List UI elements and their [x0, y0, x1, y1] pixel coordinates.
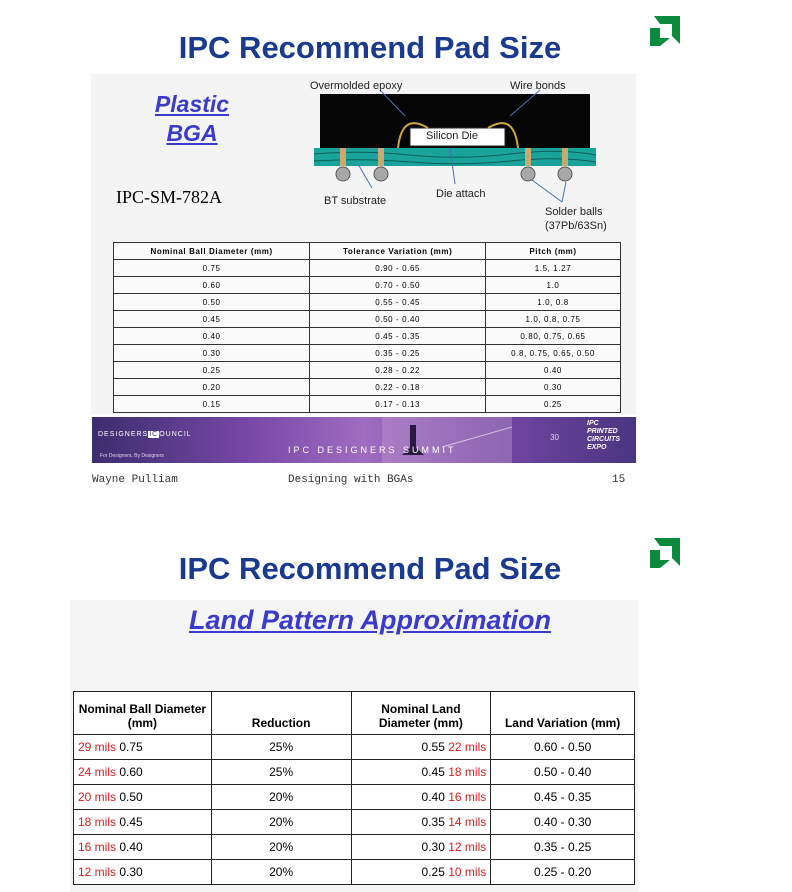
- solder-ball: [558, 167, 572, 181]
- table-row: [114, 379, 621, 396]
- ball-mm: 0.60: [119, 765, 143, 779]
- land-diameter-cell: [351, 760, 491, 785]
- land-pattern-table: [73, 691, 635, 885]
- table-cell: 0.25: [114, 362, 310, 379]
- land-diameter-cell: [351, 835, 491, 860]
- slide2-subtitle: Land Pattern Approximation: [188, 605, 552, 635]
- banner-number: 30: [550, 433, 559, 442]
- slide1-title: IPC Recommend Pad Size: [178, 30, 562, 65]
- subtitle-bga: BGA: [166, 120, 218, 146]
- label-solder-balls: Solder balls: [545, 206, 603, 218]
- reduction-cell: 20%: [211, 810, 351, 835]
- ball-mils: 16 mils: [78, 840, 117, 854]
- amd-logo-icon: [646, 536, 682, 570]
- table-cell: 0.45: [114, 311, 310, 328]
- label-silicon-die: Silicon Die: [426, 130, 478, 142]
- label-bt-substrate: BT substrate: [324, 195, 387, 207]
- council-right: OUNCIL: [159, 431, 192, 438]
- via: [562, 148, 568, 166]
- land-variation-cell: 0.40 - 0.30: [491, 810, 635, 835]
- table-row: [114, 311, 621, 328]
- footer-page-number: 15: [612, 474, 626, 486]
- via: [378, 148, 384, 166]
- label-wire-bonds: Wire bonds: [510, 80, 566, 92]
- table-row: [114, 345, 621, 362]
- col-header-land-diameter: Nominal Land Diameter (mm): [351, 692, 491, 735]
- table-row: [114, 362, 621, 379]
- table-cell: 0.17 - 0.13: [310, 396, 486, 413]
- table-cell: 1.0, 0.8: [486, 294, 621, 311]
- table-cell: 0.50: [114, 294, 310, 311]
- land-mm: 0.45: [421, 765, 445, 779]
- land-diameter-cell: [351, 785, 491, 810]
- ball-mm: 0.45: [119, 815, 143, 829]
- land-mils: 10 mils: [448, 865, 487, 879]
- amd-logo-icon: [646, 14, 682, 48]
- table-header-row: [114, 243, 621, 260]
- subtitle-plastic: Plastic: [154, 91, 230, 117]
- land-diameter-cell: [351, 735, 491, 760]
- ball-mils: 29 mils: [78, 740, 117, 754]
- table-cell: 0.35 - 0.25: [310, 345, 486, 362]
- reduction-cell: 25%: [211, 760, 351, 785]
- land-mm: 0.25: [421, 865, 445, 879]
- land-variation-cell: 0.50 - 0.40: [491, 760, 635, 785]
- table-row: [74, 735, 635, 760]
- slide2-title: IPC Recommend Pad Size: [178, 551, 562, 586]
- ball-mils: 18 mils: [78, 815, 117, 829]
- label-overmolded-epoxy: Overmolded epoxy: [310, 80, 403, 92]
- solder-ball: [336, 167, 350, 181]
- table-cell: 0.45 - 0.35: [310, 328, 486, 345]
- land-mm: 0.35: [421, 815, 445, 829]
- ball-mils: 20 mils: [78, 790, 117, 804]
- ipc-designers-summit-banner: [92, 417, 636, 463]
- land-mils: 18 mils: [448, 765, 487, 779]
- land-mm: 0.40: [421, 790, 445, 804]
- table-cell: 0.25: [486, 396, 621, 413]
- table-cell: 1.0: [486, 277, 621, 294]
- council-left: DESIGNERS: [98, 431, 149, 438]
- table-cell: 0.22 - 0.18: [310, 379, 486, 396]
- table-row: [74, 810, 635, 835]
- table-cell: 0.60: [114, 277, 310, 294]
- spec-label: IPC-SM-782A: [116, 187, 223, 207]
- solder-ball: [374, 167, 388, 181]
- table-cell: 0.90 - 0.65: [310, 260, 486, 277]
- ball-mm: 0.30: [119, 865, 143, 879]
- ball-diameter-table: [113, 242, 621, 413]
- table-cell: 0.28 - 0.22: [310, 362, 486, 379]
- table-cell: 0.70 - 0.50: [310, 277, 486, 294]
- table-cell: 1.0, 0.8, 0.75: [486, 311, 621, 328]
- ball-diameter-cell: [74, 835, 212, 860]
- table-row: [74, 785, 635, 810]
- footer-topic: Designing with BGAs: [288, 474, 414, 486]
- table-row: [114, 328, 621, 345]
- table-cell: 1.5, 1.27: [486, 260, 621, 277]
- table-cell: 0.30: [114, 345, 310, 362]
- ball-diameter-cell: [74, 810, 212, 835]
- land-variation-cell: 0.25 - 0.20: [491, 860, 635, 885]
- table-cell: 0.80, 0.75, 0.65: [486, 328, 621, 345]
- table-row: [74, 835, 635, 860]
- reduction-cell: 20%: [211, 785, 351, 810]
- land-mils: 22 mils: [448, 740, 487, 754]
- table-cell: 0.50 - 0.40: [310, 311, 486, 328]
- council-tagline: For Designers, By Designers: [100, 453, 164, 459]
- via: [340, 148, 346, 166]
- ball-mils: 12 mils: [78, 865, 117, 879]
- table-cell: 0.15: [114, 396, 310, 413]
- land-diameter-cell: [351, 860, 491, 885]
- via: [525, 148, 531, 166]
- col-header-ball-diameter: Nominal Ball Diameter (mm): [74, 692, 212, 735]
- ball-diameter-cell: [74, 860, 212, 885]
- table-cell: 0.20: [114, 379, 310, 396]
- table-header-row: [74, 692, 635, 735]
- land-mm: 0.30: [421, 840, 445, 854]
- table-cell: 0.8, 0.75, 0.65, 0.50: [486, 345, 621, 362]
- ball-diameter-cell: [74, 735, 212, 760]
- ball-mm: 0.40: [119, 840, 143, 854]
- land-mils: 14 mils: [448, 815, 487, 829]
- table-cell: 0.75: [114, 260, 310, 277]
- ball-mm: 0.50: [119, 790, 143, 804]
- col-header-tolerance: Tolerance Variation (mm): [310, 243, 486, 260]
- land-variation-cell: 0.35 - 0.25: [491, 835, 635, 860]
- summit-label: IPC DESIGNERS SUMMIT: [288, 445, 457, 455]
- solder-ball: [521, 167, 535, 181]
- ball-diameter-cell: [74, 785, 212, 810]
- printed-circuits-expo-logo: IPC PRINTED CIRCUITS EXPO: [587, 420, 621, 451]
- ball-diameter-cell: [74, 760, 212, 785]
- table-row: [114, 396, 621, 413]
- ball-mils: 24 mils: [78, 765, 117, 779]
- reduction-cell: 25%: [211, 735, 351, 760]
- table-row: [114, 260, 621, 277]
- footer-author: Wayne Pulliam: [92, 474, 178, 486]
- land-variation-cell: 0.45 - 0.35: [491, 785, 635, 810]
- table-row: [114, 277, 621, 294]
- reduction-cell: 20%: [211, 860, 351, 885]
- label-die-attach: Die attach: [436, 188, 486, 200]
- land-variation-cell: 0.60 - 0.50: [491, 735, 635, 760]
- land-mils: 16 mils: [448, 790, 487, 804]
- reduction-cell: 20%: [211, 835, 351, 860]
- table-cell: 0.40: [486, 362, 621, 379]
- table-row: [74, 860, 635, 885]
- land-diameter-cell: [351, 810, 491, 835]
- col-header-land-variation: Land Variation (mm): [491, 692, 635, 735]
- table-cell: 0.30: [486, 379, 621, 396]
- land-mm: 0.55: [421, 740, 445, 754]
- table-row: [74, 760, 635, 785]
- table-cell: 0.55 - 0.45: [310, 294, 486, 311]
- land-mils: 12 mils: [448, 840, 487, 854]
- table-row: [114, 294, 621, 311]
- table-cell: 0.40: [114, 328, 310, 345]
- col-header-pitch: Pitch (mm): [486, 243, 621, 260]
- col-header-reduction: Reduction: [211, 692, 351, 735]
- council-mid: IC: [149, 431, 159, 438]
- col-header-ball-diameter: Nominal Ball Diameter (mm): [114, 243, 310, 260]
- label-solder-spec: (37Pb/63Sn): [545, 220, 607, 232]
- ball-mm: 0.75: [119, 740, 143, 754]
